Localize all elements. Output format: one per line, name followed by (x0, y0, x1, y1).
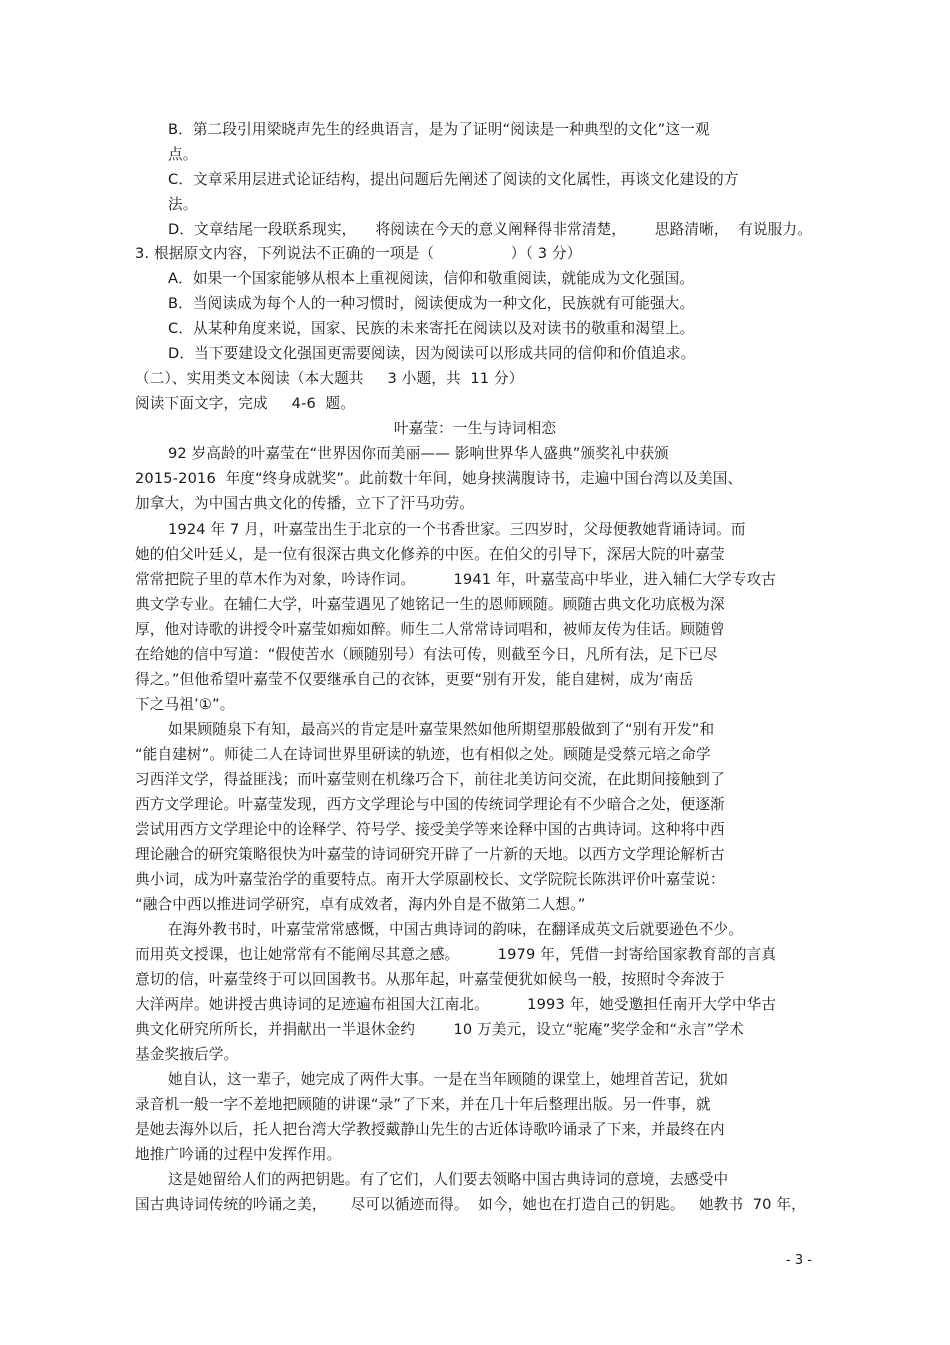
article-line: 是她去海外以后，托人把台湾大学教授戴静山先生的古近体诗歌吟诵录了下来，并最终在内 (135, 1121, 725, 1138)
article-line: 大洋两岸。她讲授古典诗词的足迹遍布祖国大江南北。 1993 年，她受邀担任南开大学中华古 (135, 996, 777, 1013)
q2-option-d: D．文章结尾一段联系现实， 将阅读在今天的意义阐释得非常清楚， 思路清晰， 有说服力。 (168, 221, 812, 238)
page-number: - 3 - (786, 1253, 812, 1268)
q2-option-c-line1: C．文章采用层进式论证结构，提出问题后先阐述了阅读的文化属性，再谈文化建设的方 (168, 171, 739, 188)
q2-option-b-line2: 点。 (168, 146, 198, 163)
article-line: 这是她留给人们的两把钥匙。有了它们，人们要去领略中国古典诗词的意境，去感受中 (168, 1171, 729, 1188)
question-3-option-b: B．当阅读成为每个人的一种习惯时，阅读便成为一种文化，民族就有可能强大。 (168, 295, 695, 312)
article-line: 理论融合的研究策略很快为叶嘉莹的诗词研究开辟了一片新的天地。以西方文学理论解析古 (135, 846, 725, 863)
article-line: 基金奖掖后学。 (135, 1046, 239, 1063)
question-3-option-d: D．当下要建设文化强国更需要阅读，因为阅读可以形成共同的信仰和价值追求。 (168, 345, 696, 362)
article-line: 加拿大，为中国古典文化的传播，立下了汗马功劳。 (135, 495, 475, 512)
question-3-option-c: C．从某种角度来说，国家、民族的未来寄托在阅读以及对读书的敬重和渴望上。 (168, 320, 695, 337)
question-3-option-a: A．如果一个国家能够从根本上重视阅读，信仰和敬重阅读，就能成为文化强国。 (168, 270, 695, 287)
article-line: 国古典诗词传统的吟诵之美， 尽可以循迹而得。 如今，她也在打造自己的钥匙。 她教书 70 年， (135, 1196, 806, 1213)
article-line: 典小词，成为叶嘉莹治学的重要特点。南开大学原副校长、文学院院长陈洪评价叶嘉莹说： (135, 871, 725, 888)
article-line: 1924 年 7 月，叶嘉莹出生于北京的一个书香世家。三四岁时，父母便教她背诵诗词。而 (168, 521, 746, 538)
article-line: 她自认，这一辈子，她完成了两件大事。一是在当年顾随的课堂上，她埋首苦记，犹如 (168, 1071, 729, 1088)
article-line: 下之马祖’①”。 (135, 696, 235, 713)
article-line: “能自建树”。师徒二人在诗词世界里研读的轨迹，也有相似之处。顾随是受蔡元培之命学 (135, 746, 711, 763)
article-line: 而用英文授课，也让她常常有不能阐尽其意之感。 1979 年，凭借一封寄给国家教育部的言真 (135, 946, 777, 963)
article-line: 意切的信，叶嘉莹终于可以回国教书。从那年起，叶嘉莹便犹如候鸟一般，按照时令奔波于 (135, 971, 725, 988)
article-line: 厚，他对诗歌的讲授令叶嘉莹如痴如醉。师生二人常常诗词唱和，被师友传为佳话。顾随曾 (135, 621, 725, 638)
article-line: “融合中西以推进词学研究，卓有成效者，海内外自是不做第二人想。” (135, 896, 586, 913)
article-line: 典文学专业。在辅仁大学，叶嘉莹遇见了她铭记一生的恩师顾随。顾随古典文化功底极为深 (135, 596, 725, 613)
article-line: 录音机一般一字不差地把顾随的讲课“录”了下来，并在几十年后整理出版。另一件事，就 (135, 1096, 711, 1113)
article-line: 在给她的信中写道：“假使苦水（顾随别号）有法可传，则截至今日，凡所有法，足下已尽 (135, 646, 718, 663)
article-line: 地推广吟诵的过程中发挥作用。 (135, 1146, 342, 1163)
section-heading: （二）、实用类文本阅读（本大题共 3 小题，共 11 分） (135, 370, 524, 387)
article-line: 在海外教书时，叶嘉莹常常感慨，中国古典诗词的韵味，在翻译成英文后就要逊色不少。 (168, 921, 744, 938)
section-instruction: 阅读下面文字，完成 4-6 题。 (135, 395, 355, 412)
article-line: 如果顾随泉下有知，最高兴的肯定是叶嘉莹果然如他所期望那般做到了“别有开发”和 (168, 721, 715, 738)
q2-option-c-line2: 法。 (168, 196, 198, 213)
article-line: 常常把院子里的草木作为对象，吟诗作词。 1941 年，叶嘉莹高中毕业，进入辅仁大学专攻古 (135, 571, 777, 588)
article-line: 习西洋文学，得益匪浅；而叶嘉莹则在机缘巧合下，前往北美访问交流，在此期间接触到了 (135, 771, 725, 788)
question-3-stem: 3. 根据原文内容，下列说法不正确的一项是（ ）（ 3 分） (135, 245, 582, 262)
article-line: 典文化研究所所长，并捐献出一半退休金约 10 万美元，设立“驼庵”奖学金和“永言”学术 (135, 1021, 744, 1038)
q2-option-b-line1: B．第二段引用梁晓声先生的经典语言，是为了证明“阅读是一种典型的文化”这一观 (168, 121, 710, 138)
article-line: 西方文学理论。叶嘉莹发现，西方文学理论与中国的传统词学理论有不少暗合之处，便逐渐 (135, 796, 725, 813)
article-line: 尝试用西方文学理论中的诠释学、符号学、接受美学等来诠释中国的古典诗词。这种将中西 (135, 821, 725, 838)
article-line: 2015-2016 年度“终身成就奖”。此前数十年间，她身挟满腹诗书，走遍中国台湾以及美国、 (135, 470, 743, 487)
article-line: 得之。”但他希望叶嘉莹不仅要继承自己的衣钵，更要“别有开发，能自建树，成为‘南岳 (135, 671, 694, 688)
article-line: 她的伯父叶廷乂，是一位有很深古典文化修养的中医。在伯父的引导下，深居大院的叶嘉莹 (135, 546, 725, 563)
article-title: 叶嘉莹：一生与诗词相恋 (393, 420, 557, 437)
article-line: 92 岁高龄的叶嘉莹在“世界因你而美丽—— 影响世界华人盛典”颁奖礼中获颁 (168, 445, 669, 462)
